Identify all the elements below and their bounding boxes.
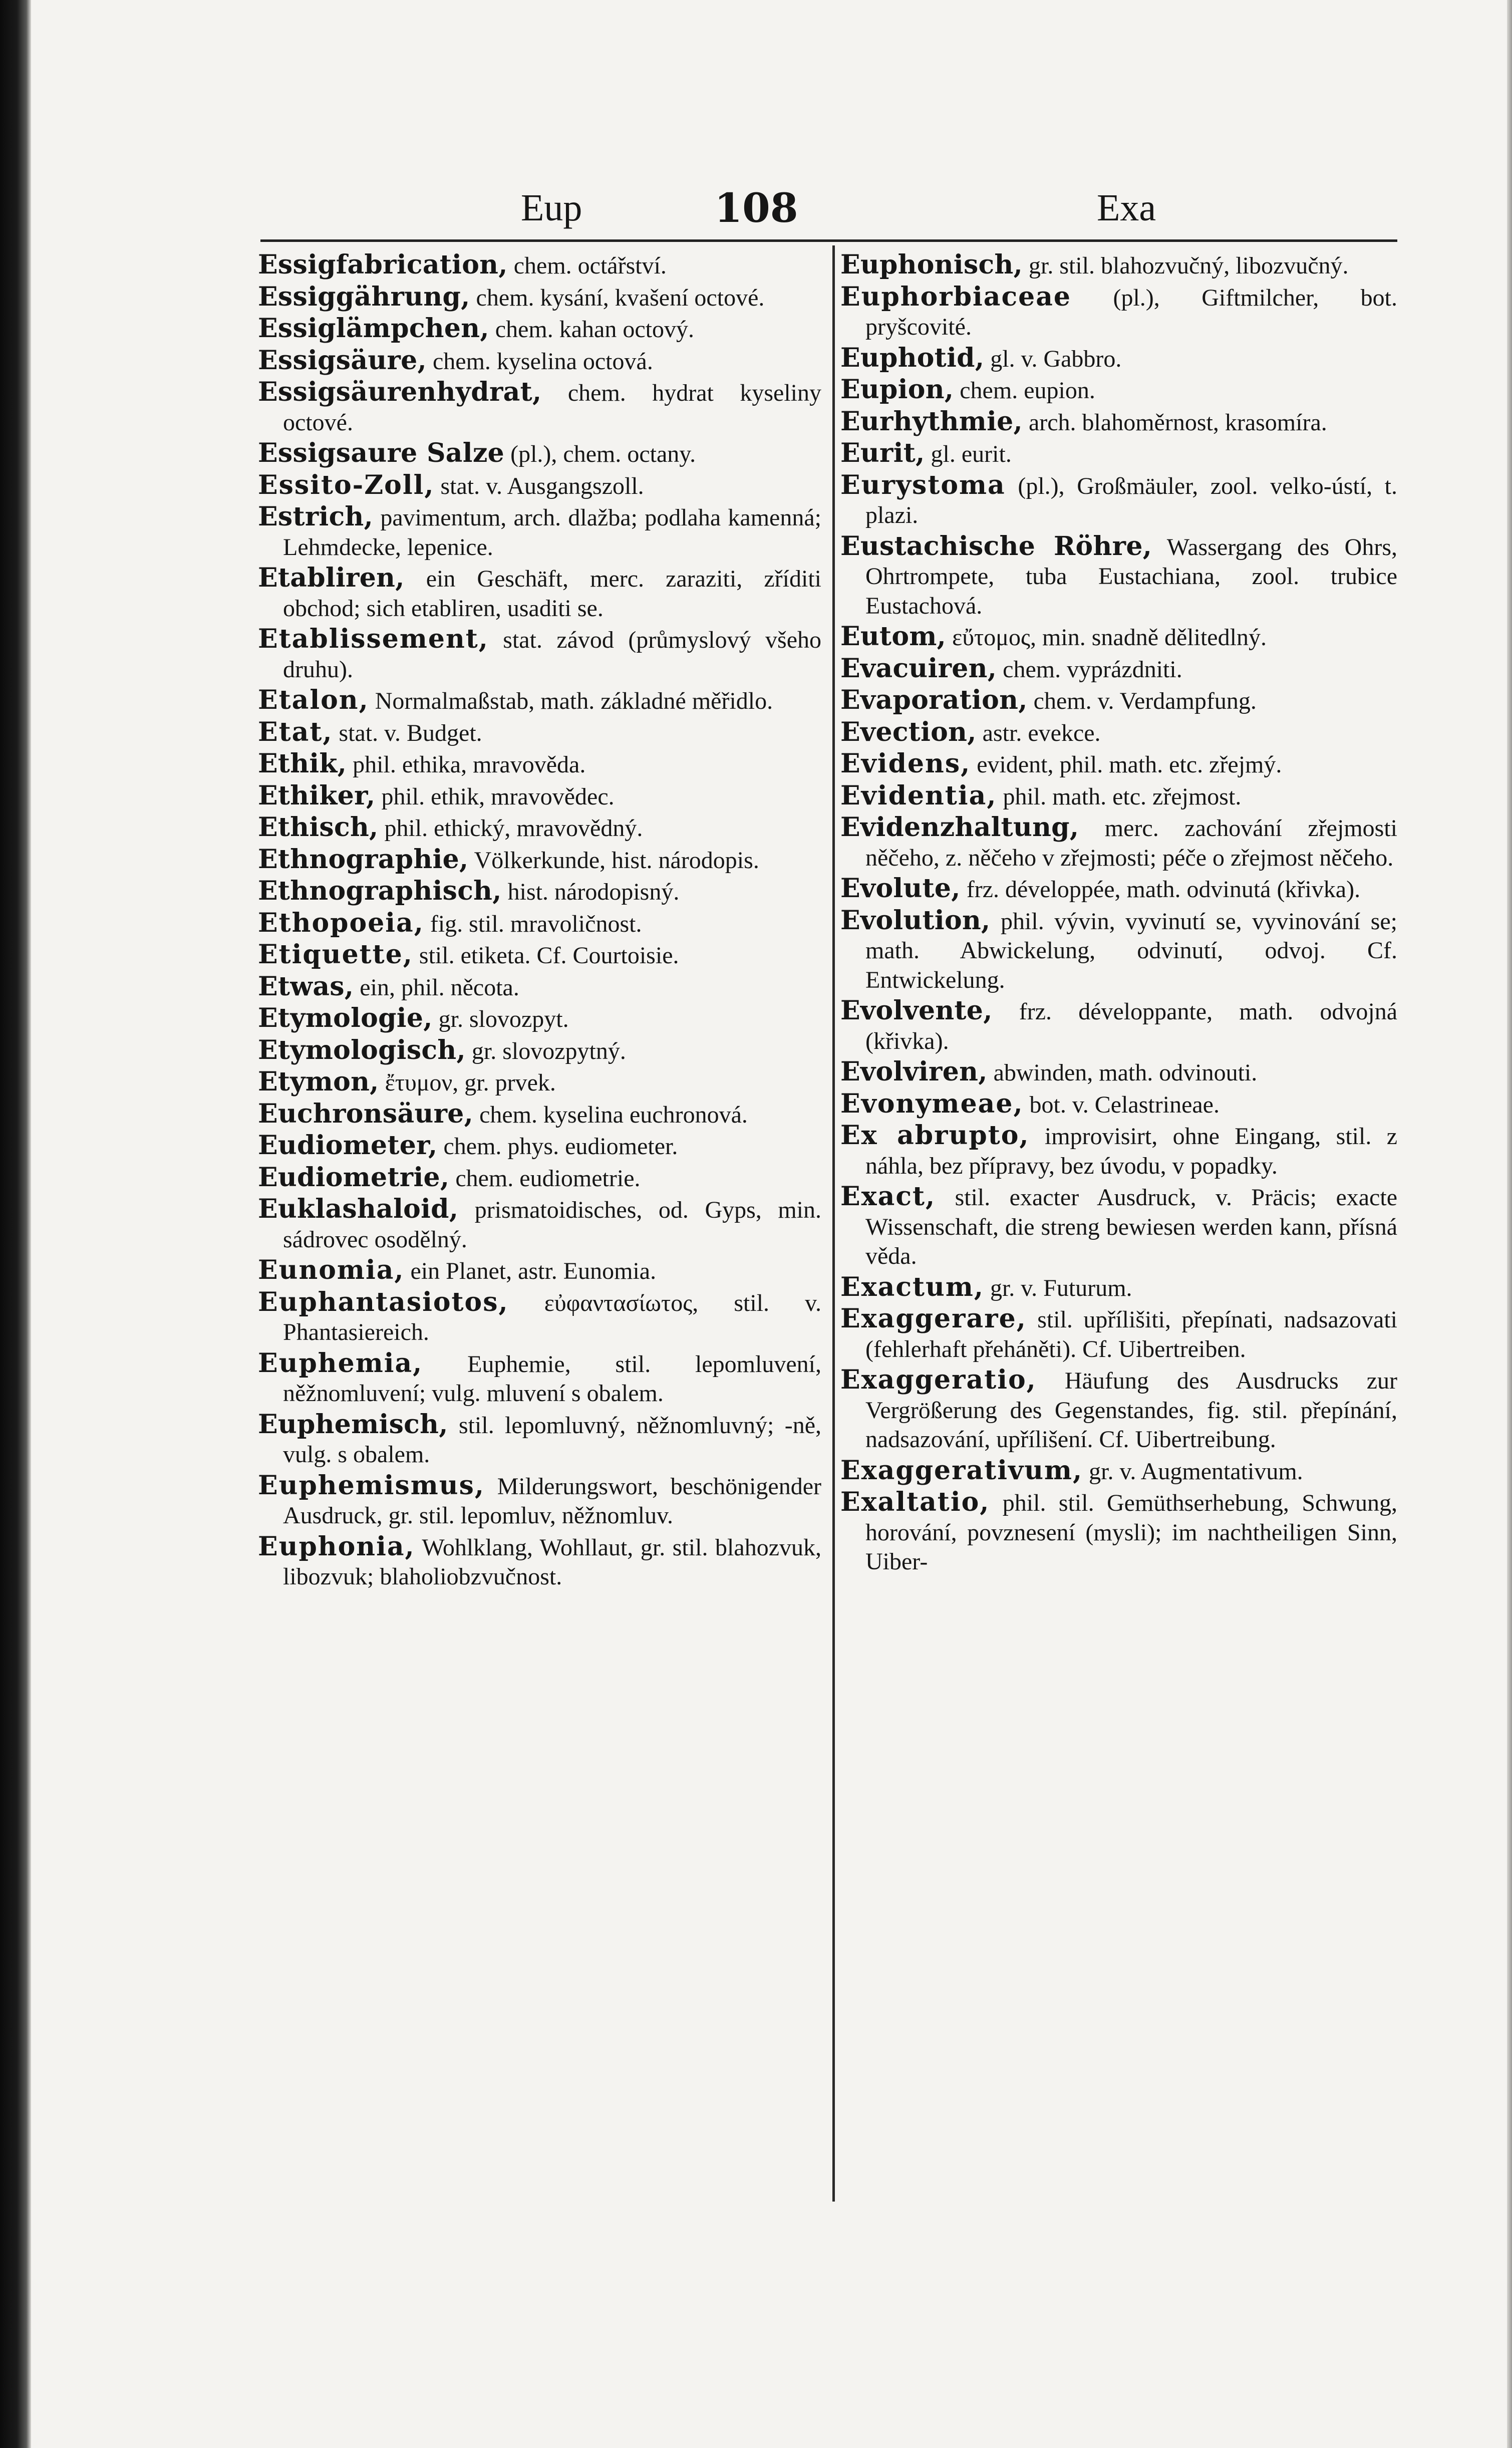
dictionary-entry <box>258 1471 821 1531</box>
entry-definition: astr. evekce. <box>982 719 1101 746</box>
entry-headword: Euphorbiaceae <box>840 281 1072 312</box>
entry-headword: Evidenzhaltung, <box>840 812 1079 843</box>
entry-headword: Essito-Zoll, <box>258 469 435 500</box>
entry-definition: prismatoidisches, od. Gyps, min. sádrovec osodělný. <box>283 1197 821 1253</box>
entry-headword: Euklashaloid, <box>258 1194 459 1224</box>
entry-definition: chem. v. Verdampfung. <box>1033 688 1257 714</box>
dictionary-entry <box>840 1182 1397 1271</box>
dictionary-entry <box>258 813 821 844</box>
entry-headword: Etymon, <box>258 1066 379 1097</box>
entry-headword: Etat, <box>258 716 333 747</box>
header-rule <box>260 239 1397 242</box>
dictionary-entry <box>840 906 1397 995</box>
entry-definition: phil. stil. Gemüthserhebung, Schwung, horování, povznesení (mysli); im nachtheiligen Sinn, Uiber- <box>865 1490 1397 1575</box>
page-edge <box>1507 0 1512 2448</box>
dictionary-entry <box>840 874 1397 905</box>
entry-headword: Euchronsäure, <box>258 1098 474 1129</box>
dictionary-entry <box>840 1121 1397 1181</box>
dictionary-entry <box>258 1410 821 1470</box>
entry-definition: bot. v. Celastrineae. <box>1029 1091 1220 1118</box>
page-number: 108 <box>714 184 798 231</box>
entry-headword: Etymologisch, <box>258 1034 466 1065</box>
dictionary-entry <box>840 996 1397 1056</box>
entry-definition: stil. exacter Ausdruck, v. Präcis; exacte Wissenschaft, die streng bewiesen werden kann, přísná věda. <box>865 1184 1397 1269</box>
entry-definition: improvisirt, ohne Eingang, stil. z náhla, bez přípravy, bez úvodu, v popadky. <box>865 1123 1397 1179</box>
entry-definition: chem. octářství. <box>513 252 667 279</box>
entry-definition: stil. etiketa. Cf. Courtoisie. <box>419 942 679 969</box>
entry-headword: Evolution, <box>840 905 991 936</box>
entry-headword: Evolviren, <box>840 1056 988 1087</box>
entry-definition: (pl.), Giftmilcher, bot. pryšcovité. <box>865 284 1397 340</box>
entry-headword: Evidens, <box>840 748 971 779</box>
entry-headword: Etablissement, <box>258 624 489 654</box>
dictionary-entry <box>840 250 1397 281</box>
dictionary-entry <box>840 1304 1397 1364</box>
entry-headword: Evolvente, <box>840 995 993 1026</box>
entry-headword: Essigsäurenhydrat, <box>258 377 542 407</box>
entry-headword: Eurhythmie, <box>840 406 1023 437</box>
entry-definition: ein Planet, astr. Eunomia. <box>410 1258 657 1284</box>
entry-headword: Euphantasiotos, <box>258 1286 509 1317</box>
entry-definition: Völkerkunde, hist. národopis. <box>474 847 759 874</box>
entry-definition: gr. stil. blahozvučný, libozvučný. <box>1029 252 1349 279</box>
entry-headword: Euphemisch, <box>258 1409 448 1440</box>
entry-headword: Ethisch, <box>258 812 379 843</box>
entry-headword: Ethiker, <box>258 780 376 811</box>
entry-definition: chem. eupion. <box>960 377 1095 404</box>
entry-headword: Etwas, <box>258 971 354 1002</box>
dictionary-entry <box>840 344 1397 374</box>
entry-definition: ἔτυμον, gr. prvek. <box>385 1069 556 1096</box>
dictionary-entry <box>258 564 821 623</box>
dictionary-entry <box>840 1488 1397 1577</box>
entry-headword: Eupion, <box>840 374 954 405</box>
dictionary-entry <box>258 502 821 562</box>
dictionary-entry <box>840 1366 1397 1455</box>
entry-definition: gr. slovozpytný. <box>471 1037 626 1064</box>
entry-definition: chem. vyprázdniti. <box>1003 656 1182 683</box>
dictionary-entry <box>258 718 821 748</box>
dictionary-entry <box>258 1349 821 1409</box>
dictionary-entry <box>840 471 1397 530</box>
entry-definition: chem. hydrat kyseliny octové. <box>283 380 821 436</box>
entry-definition: arch. blahoměrnost, krasomíra. <box>1028 409 1327 436</box>
entry-definition: frz. développée, math. odvinutá (křivka). <box>966 876 1361 903</box>
entry-headword: Euphotid, <box>840 342 985 373</box>
entry-definition: chem. kahan octový. <box>495 316 694 343</box>
dictionary-entry <box>840 439 1397 469</box>
dictionary-entry <box>840 1090 1397 1120</box>
dictionary-entry <box>258 439 821 469</box>
entry-definition: chem. kyselina octová. <box>432 348 653 375</box>
entry-headword: Ethopoeia, <box>258 907 424 938</box>
dictionary-entry <box>840 532 1397 621</box>
entry-definition: stat. v. Ausgangszoll. <box>440 472 644 499</box>
entry-headword: Etymologie, <box>258 1003 433 1033</box>
entry-definition: phil. math. etc. zřejmost. <box>1003 783 1242 810</box>
entry-definition: stat. závod (průmyslový všeho druhu). <box>283 627 821 683</box>
dictionary-entry <box>840 813 1397 873</box>
entry-definition: Normalmaßstab, math. základné měřidlo. <box>375 688 773 714</box>
entry-definition: hist. národopisný. <box>507 879 680 905</box>
entry-definition: stat. v. Budget. <box>339 719 482 746</box>
entry-headword: Exaggerare, <box>840 1303 1027 1334</box>
entry-headword: Ex abrupto, <box>840 1120 1030 1151</box>
dictionary-entry <box>258 940 821 971</box>
entry-definition: stil. upřílišiti, přepínati, nadsazovati (fehlerhaft přeháněti). Cf. Uibertreiben. <box>865 1306 1397 1363</box>
dictionary-entry <box>840 375 1397 406</box>
dictionary-entry <box>258 1131 821 1162</box>
entry-headword: Evacuiren, <box>840 653 997 684</box>
dictionary-entry <box>258 686 821 716</box>
dictionary-entry <box>258 314 821 345</box>
dictionary-entry <box>258 972 821 1003</box>
entry-headword: Evaporation, <box>840 685 1028 715</box>
entry-definition: gl. v. Gabbro. <box>990 345 1122 372</box>
entry-headword: Evection, <box>840 716 977 747</box>
entry-definition: ein Geschäft, merc. zaraziti, zříditi obchod; sich etabliren, usaditi se. <box>283 566 821 622</box>
entry-headword: Ethnographie, <box>258 844 469 875</box>
entry-definition: phil. ethický, mravovědný. <box>384 815 643 842</box>
entry-headword: Evonymeae, <box>840 1088 1024 1119</box>
entry-headword: Evolute, <box>840 873 961 904</box>
entry-definition: frz. développante, math. odvojná (křivka). <box>865 998 1397 1054</box>
dictionary-entry <box>840 781 1397 812</box>
dictionary-entry <box>258 1163 821 1194</box>
entry-definition: gr. slovozpyt. <box>438 1006 569 1032</box>
dictionary-entry <box>258 250 821 281</box>
dictionary-entry <box>258 1067 821 1098</box>
dictionary-entry <box>258 471 821 501</box>
entry-definition: evident, phil. math. etc. zřejmý. <box>977 751 1282 778</box>
dictionary-entry <box>258 1256 821 1286</box>
dictionary-entry <box>258 749 821 780</box>
entry-headword: Essigfabrication, <box>258 250 508 280</box>
dictionary-entry <box>258 346 821 377</box>
entry-headword: Eunomia, <box>258 1255 405 1285</box>
dictionary-entry <box>258 1288 821 1347</box>
entry-headword: Eurit, <box>840 438 925 468</box>
dictionary-entry <box>840 407 1397 438</box>
entry-definition: gr. v. Augmentativum. <box>1089 1458 1303 1485</box>
entry-headword: Ethnographisch, <box>258 876 502 906</box>
entry-definition: fig. stil. mravoličnost. <box>430 910 642 937</box>
dictionary-entry <box>840 1456 1397 1487</box>
entry-headword: Eustachische Röhre, <box>840 530 1152 562</box>
entry-headword: Essiglämpchen, <box>258 313 489 344</box>
entry-definition: (pl.), chem. octany. <box>510 441 696 467</box>
entry-headword: Etabliren, <box>258 563 405 593</box>
dictionary-entry <box>258 845 821 876</box>
entry-definition: gl. eurit. <box>931 441 1012 467</box>
dictionary-entry <box>258 909 821 939</box>
left-guide-word: Eup <box>521 187 582 229</box>
dictionary-entry <box>840 749 1397 780</box>
dictionary-entry <box>840 654 1397 685</box>
entry-definition: phil. vývin, vyvinutí se, vyvinování se; math. Abwickelung, odvinutí, odvoj. Cf. Entwickelung. <box>865 908 1397 993</box>
dictionary-entry <box>258 625 821 684</box>
entry-headword: Estrich, <box>258 501 374 532</box>
entry-headword: Eudiometrie, <box>258 1162 450 1193</box>
entry-headword: Ethik, <box>258 748 347 779</box>
dictionary-entry <box>840 686 1397 716</box>
dictionary-entry <box>258 1004 821 1034</box>
right-guide-word: Exa <box>1097 187 1156 229</box>
dictionary-entry <box>258 283 821 313</box>
dictionary-entry <box>258 877 821 907</box>
entry-headword: Exaggeratio, <box>840 1365 1037 1395</box>
entry-definition: chem. eudiometrie. <box>455 1165 641 1192</box>
entry-definition: Häufung des Ausdrucks zur Vergrößerung des Gegenstandes, fig. stil. přepínání, nadsazování, upřílišení. Cf. Uibertreibung. <box>865 1368 1397 1453</box>
entry-definition: phil. ethik, mravovědec. <box>381 783 615 810</box>
dictionary-entry <box>840 1057 1397 1088</box>
entry-definition: chem. kysání, kvašení octové. <box>476 284 765 311</box>
entry-definition: Milderungswort, beschönigender Ausdruck, gr. stil. lepomluv, něžnomluv. <box>283 1473 821 1529</box>
entry-definition: (pl.), Großmäuler, zool. velko-ústí, t. plazi. <box>865 472 1397 528</box>
entry-definition: Euphemie, stil. lepomluvení, něžnomluvení; vulg. mluvení s obalem. <box>283 1350 821 1407</box>
entry-definition: chem. phys. eudiometer. <box>443 1133 678 1160</box>
entry-definition: chem. kyselina euchronová. <box>479 1101 748 1128</box>
entry-headword: Eudiometer, <box>258 1130 438 1161</box>
entry-headword: Euphemismus, <box>258 1470 485 1501</box>
entry-definition: abwinden, math. odvinouti. <box>993 1059 1258 1086</box>
entry-headword: Exaltatio, <box>840 1487 990 1517</box>
dictionary-entry <box>258 1036 821 1066</box>
entry-headword: Exaggerativum, <box>840 1455 1083 1486</box>
right-column <box>840 250 1397 2204</box>
entry-headword: Essiggährung, <box>258 281 470 312</box>
entry-headword: Exact, <box>840 1181 936 1212</box>
entry-headword: Essigsaure Salze <box>258 438 505 468</box>
column-separator <box>832 245 835 2202</box>
dictionary-entry <box>258 781 821 812</box>
entry-definition: phil. ethika, mravověda. <box>353 751 586 778</box>
entry-definition: stil. lepomluvný, něžnomluvný; -ně, vulg. s obalem. <box>283 1412 821 1468</box>
entry-definition: εὐφαντασίωτος, stil. v. Phantasiereich. <box>283 1289 821 1345</box>
entry-headword: Etiquette, <box>258 939 413 970</box>
entry-definition: merc. zachování zřejmosti něčeho, z. něčeho v zřejmosti; péče o zřejmost něčeho. <box>865 815 1397 871</box>
entry-definition: gr. v. Futurum. <box>990 1274 1132 1301</box>
entry-definition: Wohlklang, Wohllaut, gr. stil. blahozvuk, libozvuk; blaholiobzvučnost. <box>283 1534 821 1590</box>
dictionary-entry <box>840 283 1397 342</box>
dictionary-entry <box>258 1100 821 1130</box>
dictionary-entry <box>258 1195 821 1254</box>
dictionary-entry <box>840 622 1397 653</box>
dictionary-entry <box>258 378 821 437</box>
book-binding-shadow <box>0 0 31 2448</box>
entry-headword: Etalon, <box>258 685 369 715</box>
entry-headword: Euphonisch, <box>840 250 1023 280</box>
left-column <box>258 250 821 2204</box>
dictionary-entry <box>840 718 1397 748</box>
entry-headword: Eutom, <box>840 621 947 652</box>
entry-definition: pavimentum, arch. dlažba; podlaha kamenná; Lehmdecke, lepenice. <box>283 504 821 561</box>
entry-headword: Evidentia, <box>840 780 997 811</box>
dictionary-entry <box>258 1532 821 1592</box>
dictionary-entry <box>840 1273 1397 1303</box>
entry-definition: ein, phil. něcota. <box>360 974 519 1001</box>
entry-definition: Wassergang des Ohrs, Ohrtrompete, tuba Eustachiana, zool. trubice Eustachová. <box>865 533 1397 619</box>
entry-headword: Exactum, <box>840 1271 984 1302</box>
entry-headword: Euphemia, <box>258 1347 423 1379</box>
entry-headword: Euphonia, <box>258 1531 415 1562</box>
entry-definition: εὔτομος, min. snadně dělitedlný. <box>952 624 1267 651</box>
entry-headword: Essigsäure, <box>258 345 427 376</box>
entry-headword: Eurystoma <box>840 469 1006 500</box>
